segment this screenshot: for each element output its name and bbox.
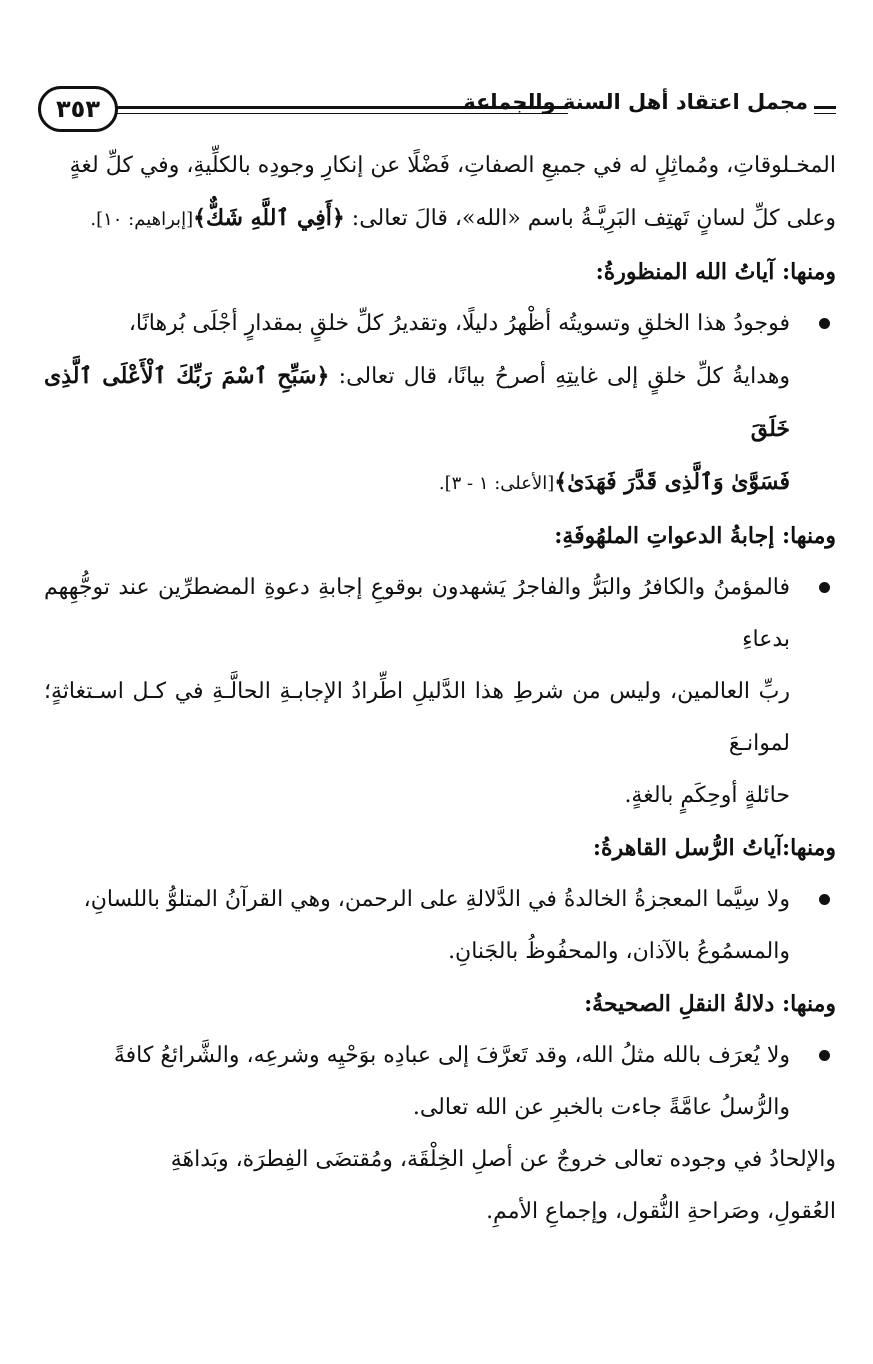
text-line [44, 350, 790, 456]
text-line: المخـلوقاتِ، ومُماثِلٍ له في جميعِ الصفاتِ، فَضْلًا عن إنكارِ وجودِه بالكلِّيةِ، وفي كلِّ لغةٍ [69, 153, 836, 178]
bullet-icon [819, 318, 830, 329]
bullet-paragraph [44, 874, 836, 978]
bullet-icon [819, 894, 830, 905]
book-title: مجمل اعتقاد أهل السنة والجماعة [463, 90, 808, 114]
text-line: والإلحادُ في وجوده تعالى خروجٌ عن أصلِ الخِلْقَة، ومُقتضَى الفِطرَة، وبَداهَةِ [170, 1147, 836, 1172]
text-line: ولا يُعرَف بالله مثلُ الله، وقد تَعرَّفَ إلى عبادِه بوَحْيِه وشرعِه، والشَّرائعُ كافةً [113, 1043, 790, 1068]
quran-verse: ﴿أَفِي ٱللَّهِ شَكٌّ﴾ [193, 205, 345, 231]
text-line [44, 192, 836, 246]
quran-verse: فَسَوَّىٰ وَٱلَّذِى قَدَّرَ فَهَدَىٰ﴾ [554, 469, 790, 495]
verse-citation: [الأعلى: ١ - ٣]. [438, 473, 555, 494]
text-line: ربِّ العالمين، وليس من شرطِ هذا الدَّليلِ اطِّرادُ الإجابـةِ الحالَّـةِ في كـل اسـتغاثةٍ؛ لموانـعَ [44, 679, 790, 756]
verse-citation: [إبراهيم: ١٠]. [90, 209, 194, 230]
text-segment: وعلى كلِّ لسانٍ تَهتِف البَرِيَّـةُ باسم «الله»، قالَ تعالى: [344, 206, 836, 231]
quran-verse: ﴿سَبِّحِ ٱسْمَ رَبِّكَ ٱلْأَعْلَى ٱلَّذِى خَلَقَ [44, 363, 790, 442]
section-heading: ومنها: إجابةُ الدعواتِ الملهُوفَةِ: [554, 523, 836, 549]
text-segment: وهدايةُ كلِّ خلقٍ إلى غايتِهِ أصرحُ بيانًا، قال تعالى: [329, 364, 790, 389]
text-line: حائلةٍ أوحِكَمٍ بالغةٍ. [624, 783, 790, 808]
text-line [44, 456, 790, 510]
bullet-icon [819, 582, 830, 593]
closing-paragraph [44, 1134, 836, 1238]
text-line: والرُّسلُ عامَّةً جاءت بالخبرِ عن الله تعالى. [412, 1095, 790, 1120]
text-line: العُقولِ، وصَراحةِ النُّقول، وإجماعِ الأممِ. [486, 1199, 836, 1224]
header-ornament [814, 106, 836, 114]
text-line: والمسمُوعُ بالآذان، والمحفُوظُ بالجَنانِ. [448, 939, 790, 964]
bullet-paragraph [44, 1030, 836, 1134]
section-heading: ومنها: دلالةُ النقلِ الصحيحةُ: [584, 991, 836, 1017]
page-number: ٣٥٣ [38, 86, 118, 132]
running-header [38, 82, 836, 138]
text-line: ولا سِيَّما المعجزةُ الخالدةُ في الدَّلالةِ على الرحمن، وهي القرآنُ المتلوُّ باللسانِ، [83, 887, 790, 912]
text-line: فالمؤمنُ والكافرُ والبَرُّ والفاجرُ يَشهدون بوقوعِ إجابةِ دعوةِ المضطرِّين عند توجُّهِهم بدعاءِ [44, 575, 790, 652]
bullet-icon [819, 1050, 830, 1061]
page-body [44, 140, 836, 1238]
section-heading: ومنها: آياتُ الله المنظورةُ: [595, 259, 836, 285]
bullet-paragraph [44, 562, 836, 822]
section-heading: ومنها:آياتُ الرُّسل القاهرةُ: [592, 835, 836, 861]
bullet-paragraph [44, 298, 836, 510]
text-line: فوجودُ هذا الخلقِ وتسويتُه أظْهرُ دليلًا، وتقديرُ كلِّ خلقٍ بمقدارٍ أجْلَى بُرهانًا، [128, 311, 790, 336]
